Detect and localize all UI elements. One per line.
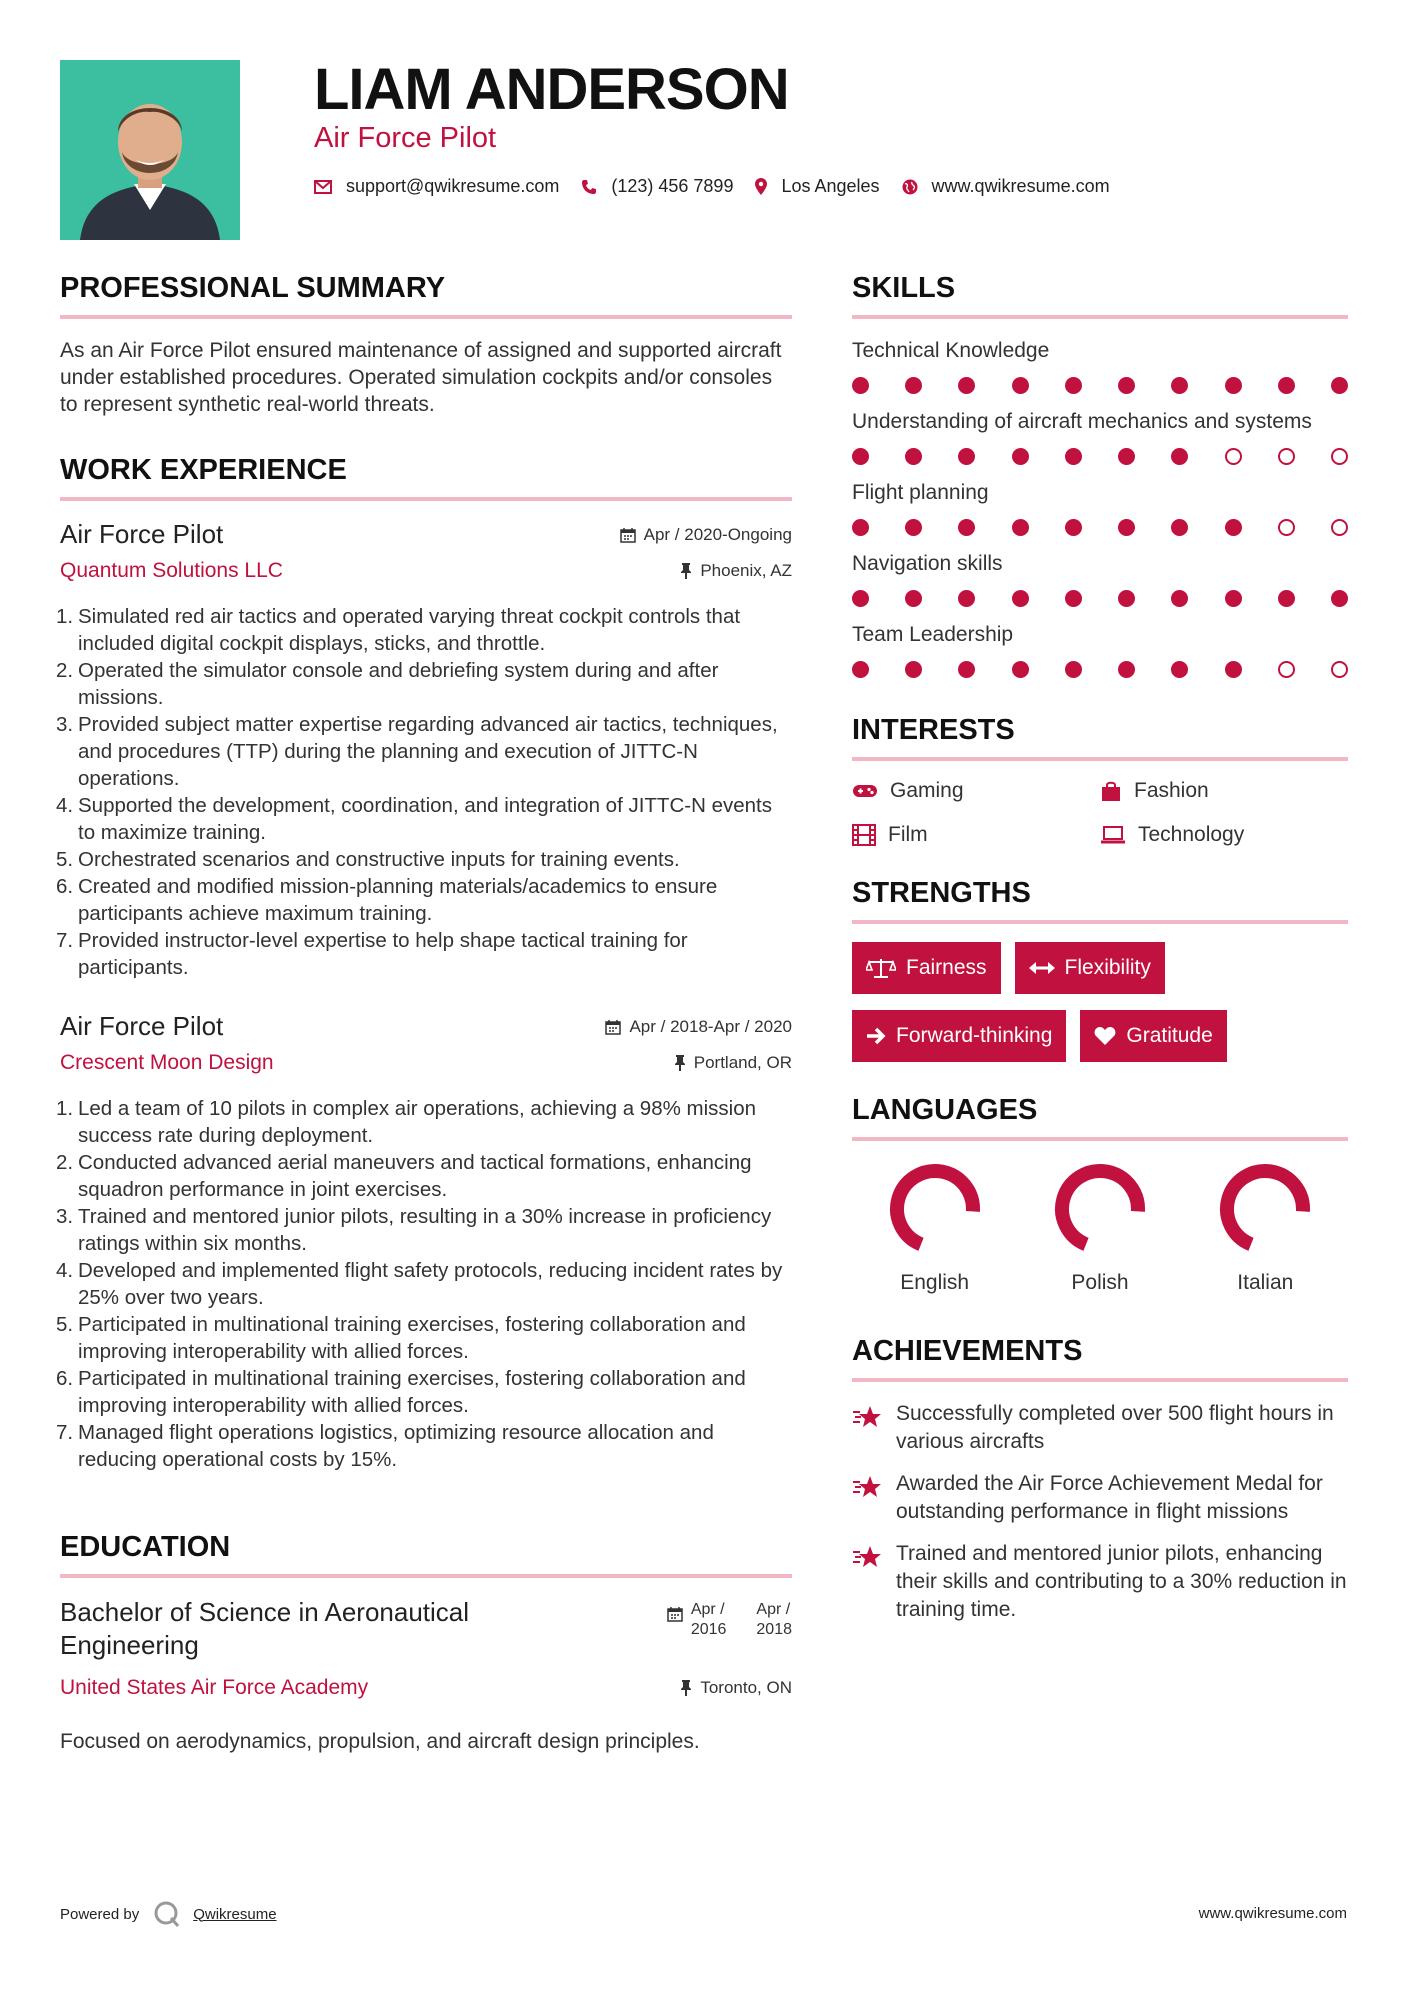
strengths-list [852,942,1348,1062]
rating-dot-empty [1225,448,1242,465]
job-bullets [56,603,792,981]
contact-bar [314,176,1132,197]
rating-dot-filled [852,377,869,394]
rating-dot-filled [1065,519,1082,536]
job-bullet: 5. Orchestrated scenarios and constructive inputs for training events. [56,848,680,871]
rating-dot-filled [1012,590,1029,607]
education-degree: Bachelor of Science in Aeronautical Engineering [60,1597,470,1660]
job-date-text: Apr / 2020-Ongoing [643,525,792,544]
left-column [56,272,792,1754]
achievements-list [852,1400,1348,1624]
skills-list [852,337,1348,678]
interest-item: Fashion [1100,779,1348,803]
job-bullet: 4. Supported the development, coordination, and integration of JITTC-N events to maximize training. [56,794,772,844]
rating-dot-filled [905,377,922,394]
rating-dot-filled [1065,448,1082,465]
qwikresume-link[interactable]: Qwikresume [193,1905,277,1923]
star-icon [852,1474,882,1500]
job-date [620,525,792,545]
summary-text: As an Air Force Pilot ensured maintenance of assigned and supported aircraft under established procedures. Operated simulation cockpits and/or consoles to represent synthetic real-world threats. [60,339,782,416]
map-marker-icon [755,178,767,195]
arrow-right-icon [866,1027,886,1045]
interests-list [852,779,1348,847]
skill-rating [852,590,1348,607]
skill-name: Flight planning [852,481,989,504]
film-icon [852,824,876,846]
rating-dot-filled [1171,590,1188,607]
skill-item [852,621,1348,678]
job-date [605,1017,792,1037]
shopping-bag-icon [1100,780,1122,802]
job-title: Air Force Pilot [60,519,224,549]
languages-heading: LANGUAGES [852,1094,1348,1141]
education-dates [667,1600,792,1640]
star-icon [852,1404,882,1430]
rating-dot-filled [1065,661,1082,678]
achievement-item: Successfully completed over 500 flight hours in various aircrafts [852,1400,1348,1456]
job-company: Quantum Solutions LLC [60,559,283,582]
rating-dot-filled [1225,377,1242,394]
rating-dot-filled [1225,519,1242,536]
rating-dot-filled [1065,590,1082,607]
rating-dot-filled [852,448,869,465]
language-item [852,1159,1017,1295]
job-date-text: Apr / 2018-Apr / 2020 [629,1017,792,1036]
star-icon [852,1544,882,1570]
skill-item [852,337,1348,394]
rating-dot-empty [1331,448,1348,465]
rating-dot-filled [1171,661,1188,678]
strengths-heading: STRENGTHS [852,877,1348,924]
rating-dot-empty [1331,519,1348,536]
envelope-icon [314,180,332,194]
job-bullet: 7. Managed flight operations logistics, optimizing resource allocation and reducing operational costs by 15%. [56,1421,714,1471]
rating-dot-empty [1278,661,1295,678]
job-location [674,1053,792,1073]
rating-dot-filled [1225,661,1242,678]
job-title: Air Force Pilot [60,1011,224,1041]
globe-icon [902,179,918,195]
strength-badge: Fairness [852,942,1001,994]
rating-dot-filled [852,519,869,536]
job-bullet: 4. Developed and implemented flight safety protocols, reducing incident rates by 25% over two years. [56,1259,783,1309]
rating-dot-filled [1225,590,1242,607]
rating-dot-filled [1012,448,1029,465]
job-bullet: 3. Trained and mentored junior pilots, resulting in a 30% increase in proficiency ratings within six months. [56,1205,772,1255]
pushpin-icon [674,1055,686,1071]
rating-dot-empty [1278,519,1295,536]
rating-dot-empty [1331,661,1348,678]
rating-dot-filled [1171,519,1188,536]
rating-dot-filled [1331,590,1348,607]
rating-dot-filled [1012,661,1029,678]
language-item [1017,1159,1182,1295]
skill-item [852,408,1348,465]
interest-item: Film [852,823,1100,847]
job-bullet: 6. Participated in multinational training exercises, fostering collaboration and improving interoperability with allied forces. [56,1367,746,1417]
rating-dot-filled [1012,377,1029,394]
interests-heading: INTERESTS [852,714,1348,761]
summary-heading: PROFESSIONAL SUMMARY [60,272,792,319]
education-location-text: Toronto, ON [700,1678,792,1697]
languages-list [852,1159,1348,1295]
education-description: Focused on aerodynamics, propulsion, and aircraft design principles. [60,1730,700,1753]
job-bullet: 2. Conducted advanced aerial maneuvers and tactical formations, enhancing squadron performance in joint exercises. [56,1151,752,1201]
contact-location [755,176,879,197]
right-column [852,272,1348,1638]
contact-email-text: support@qwikresume.com [346,176,560,196]
education-entry [60,1596,792,1716]
interest-item: Technology [1100,823,1348,847]
skill-rating [852,519,1348,536]
skill-name: Navigation skills [852,552,1003,575]
skill-item [852,479,1348,536]
footer-website[interactable]: www.qwikresume.com [1198,1905,1347,1922]
heart-icon [1094,1026,1116,1046]
balance-scale-icon [866,957,896,979]
skills-heading: SKILLS [852,272,1348,319]
job-bullet: 2. Operated the simulator console and debriefing system during and after missions. [56,659,719,709]
job-company: Crescent Moon Design [60,1051,274,1074]
rating-dot-filled [1278,590,1295,607]
phone-icon [581,179,597,195]
achievement-item: Awarded the Air Force Achievement Medal for outstanding performance in flight missions [852,1470,1348,1526]
calendar-icon [620,527,636,543]
education-location [680,1678,792,1698]
language-level-ring [1050,1159,1150,1259]
language-level-arc [897,1171,973,1244]
skill-rating [852,448,1348,465]
contact-phone-text: (123) 456 7899 [611,176,734,196]
job-bullet: 5. Participated in multinational training exercises, fostering collaboration and improving interoperability with allied forces. [56,1313,746,1363]
rating-dot-filled [958,590,975,607]
contact-website-text: www.qwikresume.com [931,176,1110,196]
skill-rating [852,661,1348,678]
rating-dot-filled [958,448,975,465]
contact-email[interactable] [314,176,559,197]
skill-name: Technical Knowledge [852,339,1050,362]
rating-dot-filled [1171,448,1188,465]
job-bullets [56,1095,792,1473]
pushpin-icon [680,563,692,579]
rating-dot-filled [1118,377,1135,394]
language-level-ring [1215,1159,1315,1259]
laptop-icon [1100,826,1126,844]
education-end-date: Apr / 2018 [756,1601,792,1638]
arrows-horizontal-icon [1029,961,1055,975]
gamepad-icon [852,783,878,799]
job-location-text: Phoenix, AZ [700,561,792,580]
strength-badge: Forward-thinking [852,1010,1066,1062]
contact-website[interactable] [902,176,1110,197]
education-school: United States Air Force Academy [60,1676,369,1699]
rating-dot-filled [905,661,922,678]
job-bullet: 6. Created and modified mission-planning materials/academics to ensure participants achieve maximum training. [56,875,718,925]
rating-dot-filled [1118,448,1135,465]
rating-dot-filled [1278,377,1295,394]
job-bullet: 1. Led a team of 10 pilots in complex air operations, achieving a 98% mission success rate during deployment. [56,1097,757,1147]
language-name: Polish [1071,1271,1129,1294]
rating-dot-filled [958,377,975,394]
language-level-ring [885,1159,985,1259]
job-location-text: Portland, OR [693,1053,792,1072]
skill-item [852,550,1348,607]
skill-name: Team Leadership [852,623,1014,646]
job-location [680,561,792,581]
rating-dot-filled [905,448,922,465]
contact-location-text: Los Angeles [781,176,880,196]
rating-dot-filled [1331,377,1348,394]
rating-dot-filled [852,590,869,607]
education-start-date: Apr / 2016 [690,1601,727,1638]
strength-badge: Gratitude [1080,1010,1226,1062]
calendar-icon [605,1019,621,1035]
powered-by-label: Powered by [60,1905,140,1923]
rating-dot-filled [958,661,975,678]
rating-dot-filled [1065,377,1082,394]
language-level-arc [1062,1171,1138,1244]
candidate-role: Air Force Pilot [314,122,497,154]
pushpin-icon [680,1680,692,1696]
experience-heading: WORK EXPERIENCE [60,454,792,501]
rating-dot-filled [1171,377,1188,394]
rating-dot-filled [852,661,869,678]
strength-badge: Flexibility [1015,942,1165,994]
language-level-arc [1227,1171,1303,1244]
rating-dot-filled [1012,519,1029,536]
rating-dot-filled [1118,519,1135,536]
skill-rating [852,377,1348,394]
qwikresume-logo-icon [153,1900,181,1928]
rating-dot-filled [958,519,975,536]
language-item [1183,1159,1348,1295]
job-bullet: 1. Simulated red air tactics and operated varying threat cockpit controls that included digital cockpit displays, sticks, and throttle. [56,605,741,655]
job-entry [56,519,792,981]
rating-dot-filled [905,590,922,607]
job-bullet: 7. Provided instructor-level expertise to help shape tactical training for participants. [56,929,688,979]
achievements-heading: ACHIEVEMENTS [852,1335,1348,1382]
rating-dot-filled [905,519,922,536]
language-name: Italian [1237,1271,1294,1294]
rating-dot-empty [1278,448,1295,465]
skill-name: Understanding of aircraft mechanics and systems [852,410,1312,433]
footer-powered-by [60,1900,277,1928]
profile-photo [60,60,240,240]
candidate-name: LIAM ANDERSON [314,57,789,122]
job-bullet: 3. Provided subject matter expertise regarding advanced air tactics, techniques, and procedures (TTP) during the planning and execution of JITTC-N operations. [56,713,778,790]
education-heading: EDUCATION [60,1531,792,1578]
rating-dot-filled [1118,661,1135,678]
language-name: English [900,1271,970,1294]
contact-phone[interactable] [581,176,733,197]
calendar-icon [667,1606,683,1622]
achievement-item: Trained and mentored junior pilots, enhancing their skills and contributing to a 30% reduction in training time. [852,1540,1348,1624]
interest-item: Gaming [852,779,1100,803]
job-entry [56,1011,792,1473]
rating-dot-filled [1118,590,1135,607]
